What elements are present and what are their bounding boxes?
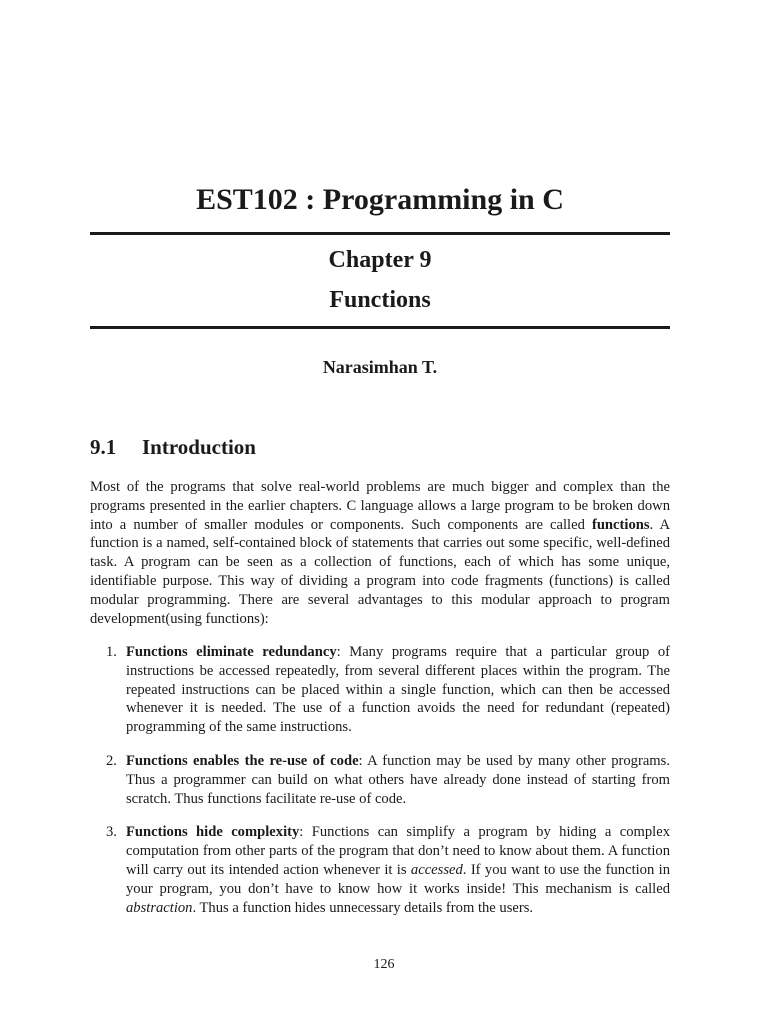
page-number: 126	[373, 957, 395, 972]
section-title: Introduction	[142, 435, 256, 459]
title-rule-top	[90, 232, 670, 235]
intro-text-part1: Most of the programs that solve real-world problems are much bigger and complex than the programs presented in the earlier chapters. C language allows a large program to be broken down into a number of smaller modules or components. Such components are called	[90, 479, 670, 533]
chapter-name: Functions	[329, 287, 431, 313]
list-item	[90, 752, 670, 808]
list-item	[90, 643, 670, 737]
chapter-label: Chapter 9	[328, 247, 432, 273]
list-item-body-cont: . If you want to use the function in your program, you don’t have to know how it works inside! This mechanism is called	[126, 861, 671, 897]
list-item-heading: Functions enables the re-use of code	[126, 752, 359, 769]
list-item-heading: Functions hide complexity	[126, 824, 300, 841]
list-item-text	[126, 752, 670, 808]
list-item-italic: accessed	[410, 861, 463, 878]
intro-bold-term: functions	[591, 516, 650, 533]
list-item-text	[126, 823, 670, 917]
list-marker: 2.	[106, 752, 117, 769]
list-marker: 1.	[106, 644, 117, 660]
author-name: Narasimhan T.	[322, 357, 438, 377]
intro-paragraph	[90, 478, 670, 628]
list-item-body: : Many programs require that a particular group of instructions be accessed repeatedly, from several different places within the program. The repeated instructions can be placed within a single function, which can then be accessed whenever it is needed. The use of a function avoids the need for redundant (repeated) programming of the same instructions.	[126, 644, 670, 736]
list-item-heading: Functions eliminate redundancy	[126, 644, 337, 660]
course-title: EST102 : Programming in C	[196, 183, 564, 216]
list-item-italic: abstraction	[126, 899, 193, 916]
section-heading	[90, 433, 256, 461]
list-item-body-end: . Thus a function hides unnecessary details from the users.	[192, 899, 534, 916]
advantages-list	[90, 643, 670, 932]
section-number: 9.1	[90, 435, 117, 459]
title-rule-bottom	[90, 326, 670, 329]
list-item-text	[126, 643, 670, 737]
list-marker: 3.	[106, 824, 117, 841]
intro-text-part2: . A function is a named, self-contained block of statements that carries out some specific, well-defined task. A program can be seen as a collection of functions, each of which has some unique, identifiable purpose. This way of dividing a program into code fragments (functions) is called modular programming. There are several advantages to this modular approach to program development(using functions):	[90, 516, 670, 627]
list-item-body: : Functions can simplify a program by hiding a complex computation from other parts of the program that don’t need to know about them. A function will carry out its intended action whenever it is	[126, 824, 670, 878]
list-item-body: : A function may be used by many other programs. Thus a programmer can build on what others have already done instead of starting from scratch. Thus functions facilitate re-use of code.	[126, 752, 670, 807]
list-item	[90, 823, 670, 917]
